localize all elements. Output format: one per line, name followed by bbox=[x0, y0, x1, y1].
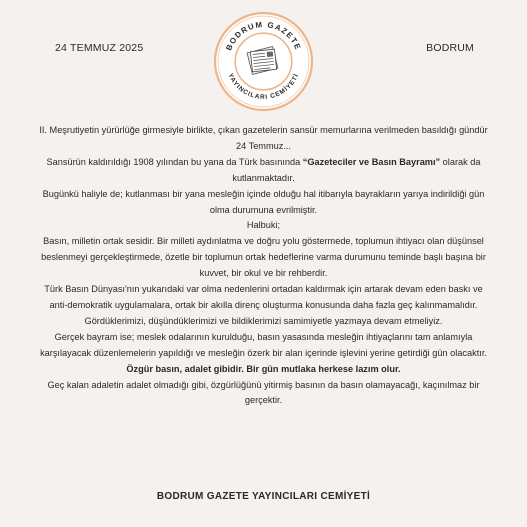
paragraph-continue-writing: Gördüklerimizi, düşündüklerimizi ve bildiklerimizi samimiyetle yazmaya devam etmeliyiz. bbox=[84, 315, 443, 326]
logo-bottom-text: YAYINCILARI CEMİYETİ bbox=[226, 72, 301, 101]
paragraph-closing: Geç kalan adaletin adalet olmadığı gibi, özgürlüğünü yitirmiş basının da basın olamayacağı, kaçınılmaz bir gerçektir. bbox=[47, 379, 480, 406]
logo-top-text: BODRUM GAZETE bbox=[224, 19, 303, 52]
paragraph-history: Sansürün kaldırıldığı 1908 yılından bu yana da Türk basınında “Gazeteciler ve Basın Bayramı” olarak da kutlanmaktadır. bbox=[46, 156, 481, 183]
date-label: 24 TEMMUZ 2025 bbox=[55, 42, 144, 54]
paragraph-press-role: Basın, milletin ortak sesidir. Bir milleti aydınlatma ve doğru yolu göstermede, toplumun ihtiyacı olan düşünsel beslenmeyi gerçekleştirmede, özetle bir toplumun ortak hedeflerine varma durumunu teminde başlı başına bir kuvvet, bir okul ve bir rehberdir. bbox=[41, 236, 486, 279]
bayram-name: “Gazeteciler ve Basın Bayramı” bbox=[302, 156, 441, 167]
paragraph-real-bayram: Gerçek bayram ise; meslek odalarının kurulduğu, basın yasasında mesleğin ihtiyaçlarını tam anlamıyla karşılayacak düzenlemelerin yapıldığı ve mesleğin özerk bir alan içerinde işlevini yerine getirdiği gün olacaktır. bbox=[40, 331, 487, 358]
city-label: BODRUM bbox=[426, 42, 474, 54]
paragraph-resistance: Türk Basın Dünyası'nın yukarıdaki var olma nedenlerini ortadan kaldırmak için artarak devam eden baskı ve anti-demokratik uygulamalara, ortak bir akılla direnç oluşturma konusunda daha fazla geç kalınmamalıdır. bbox=[44, 284, 483, 310]
paragraph-halbuki: Halbuki; bbox=[246, 220, 281, 231]
association-logo bbox=[213, 11, 314, 112]
press-day-statement bbox=[38, 123, 489, 409]
paragraph-today: Bugünkü haliyle de; kutlanması bir yana mesleğin içinde olduğu hal itibarıyla bayrakların yarıya indirildiği gün olma durumuna evrilmiştir. bbox=[42, 188, 485, 215]
paragraph-intro: II. Meşrutiyetin yürürlüğe girmesiyle birlikte, çıkan gazetelerin sansür memurlarına verilmeden basıldığı gündür 24 Temmuz... bbox=[39, 125, 488, 151]
signature: BODRUM GAZETE YAYINCILARI CEMİYETİ bbox=[156, 491, 371, 502]
paragraph-free-press-motto: Özgür basın, adalet gibidir. Bir gün mutlaka herkese lazım olur. bbox=[126, 363, 401, 374]
